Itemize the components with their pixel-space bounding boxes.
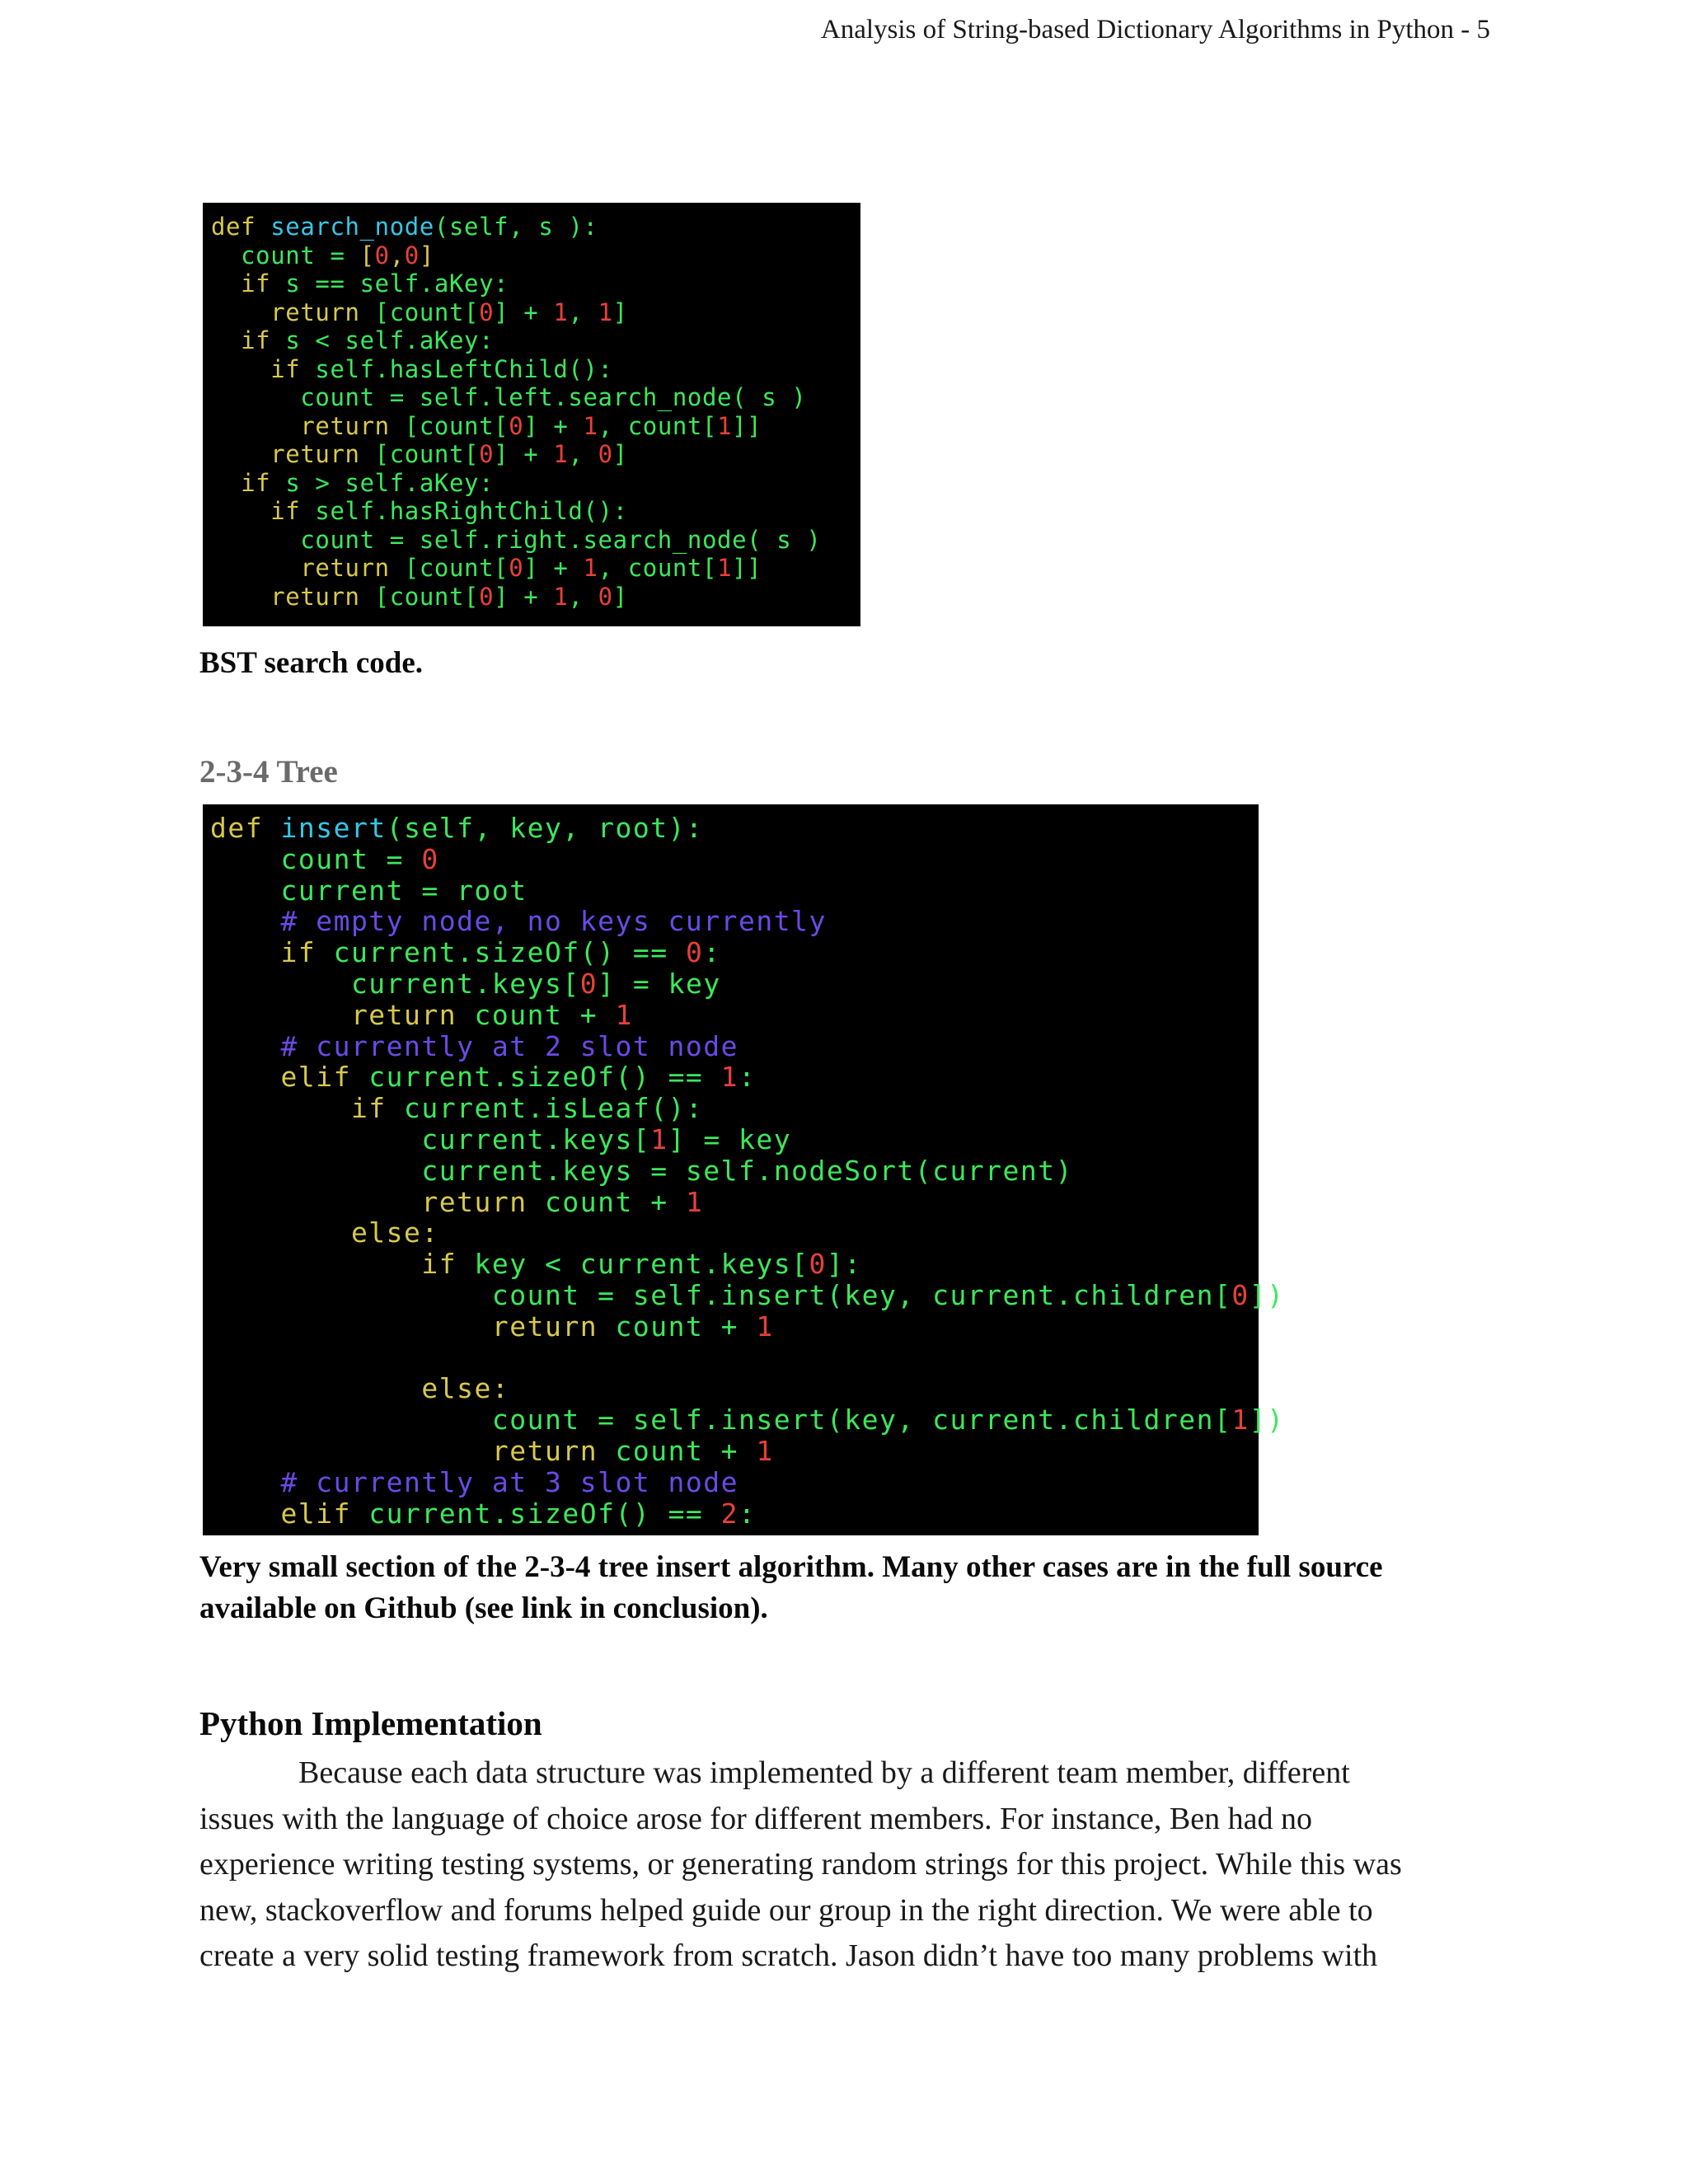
code-token: 1 — [717, 411, 733, 440]
code-token: count + — [615, 1434, 757, 1467]
code-token: key < current.keys[ — [474, 1248, 809, 1281]
code-token: ]] — [732, 411, 762, 440]
code-token: count = self.insert(key, current.children[ — [210, 1278, 1232, 1311]
code-token: 0 — [509, 554, 524, 582]
code-line — [210, 937, 1259, 968]
code-token: 0 — [809, 1248, 827, 1281]
code-token: search_node — [270, 213, 434, 241]
code-line — [211, 298, 860, 327]
code-line — [211, 326, 860, 355]
code-token: [ — [359, 241, 375, 269]
code-line — [210, 1155, 1259, 1187]
code-token: ] — [612, 440, 628, 468]
code-token: return — [210, 1310, 616, 1343]
code-token: ] — [419, 241, 434, 269]
tree-section-heading: 2-3-4 Tree — [199, 754, 338, 790]
code-token: return — [210, 998, 475, 1031]
code-token: ]) — [1249, 1278, 1285, 1311]
code-token: 0 — [598, 582, 613, 611]
code-token: count = self.left.search_node( s ) — [211, 383, 807, 411]
code-token: 0 — [1231, 1278, 1250, 1311]
code-token: current.isLeaf(): — [404, 1092, 704, 1125]
code-token: 0 — [479, 440, 495, 468]
code-token: 1 — [685, 1185, 704, 1218]
code-token: , count[ — [598, 411, 718, 440]
code-line — [210, 1124, 1259, 1155]
code-token: insert — [280, 812, 387, 844]
tree-figure-caption: Very small section of the 2-3-4 tree insert algorithm. Many other cases are in the full source available on Github (see link in conclusion). — [199, 1550, 1383, 1625]
code-line — [211, 526, 860, 555]
code-token: def — [210, 812, 281, 844]
code-token: self.hasLeftChild(): — [315, 354, 613, 383]
code-token: 1 — [615, 998, 633, 1031]
code-token: 0 — [421, 842, 439, 875]
code-token: 0 — [598, 440, 613, 468]
code-token: return — [211, 411, 405, 440]
code-token: , count[ — [598, 554, 718, 582]
code-token: # currently at 2 slot node — [210, 1029, 739, 1062]
code-token: [count[ — [404, 554, 509, 582]
paragraph-line: experience writing testing systems, or generating random strings for this project. While this was — [199, 1847, 1402, 1882]
code-token: 0 — [374, 241, 390, 269]
code-token: current = root — [210, 874, 528, 907]
code-token: return — [210, 1185, 545, 1218]
code-token: 2 — [720, 1497, 739, 1530]
code-token: count = — [211, 241, 360, 269]
code-token: (self, s ): — [434, 213, 598, 241]
code-token: count = self.insert(key, current.children[ — [210, 1404, 1232, 1436]
code-token: else: — [210, 1372, 510, 1405]
code-token: return — [211, 298, 375, 326]
code-token: current.sizeOf() == — [368, 1061, 721, 1094]
code-token: if — [210, 1248, 475, 1281]
code-line — [210, 1343, 1259, 1374]
code-token: current.keys[ — [210, 1122, 651, 1155]
code-line — [211, 269, 860, 298]
code-token: count + — [545, 1185, 686, 1218]
code-token: , — [568, 440, 598, 468]
code-token: 0 — [404, 241, 420, 269]
code-token: [count[ — [374, 440, 480, 468]
code-token: if — [211, 326, 286, 354]
code-line — [210, 844, 1259, 875]
code-token: 1 — [598, 298, 613, 326]
paragraph-line: issues with the language of choice arose for different members. For instance, Ben had no — [199, 1801, 1313, 1836]
code-line — [211, 554, 860, 583]
paragraph-line: Because each data structure was implemented by a different team member, different — [298, 1755, 1350, 1790]
code-token: if — [211, 269, 286, 298]
code-token: 1 — [583, 554, 598, 582]
code-line — [210, 1031, 1259, 1062]
code-token: 0 — [579, 967, 598, 1000]
code-line — [211, 241, 860, 270]
code-line — [211, 412, 860, 441]
code-line — [210, 1498, 1259, 1530]
code-token: 1 — [717, 554, 733, 582]
code-line — [210, 1311, 1259, 1343]
code-token: current.keys = self.nodeSort(current) — [210, 1154, 1074, 1187]
code-line — [211, 469, 860, 498]
code-token: 0 — [479, 298, 495, 326]
code-token: current.keys[ — [210, 967, 580, 1000]
code-line — [210, 1278, 1285, 1311]
code-line — [211, 213, 860, 241]
code-token: # empty node, no keys currently — [210, 905, 827, 938]
code-token: return — [211, 582, 375, 611]
bst-figure-caption: BST search code. — [199, 646, 424, 680]
code-token: current.sizeOf() == — [333, 936, 686, 969]
code-token: : — [738, 1061, 757, 1094]
code-token: count + — [474, 998, 616, 1031]
code-token: if — [210, 936, 334, 969]
code-line — [210, 1062, 1259, 1093]
code-token: , — [389, 241, 405, 269]
code-token: return — [211, 554, 405, 582]
code-token: return — [210, 1434, 616, 1467]
code-token: return — [211, 440, 375, 468]
code-token: # currently at 3 slot node — [210, 1465, 739, 1498]
code-token: ]: — [826, 1248, 862, 1281]
code-token: ] + — [494, 582, 554, 611]
code-token: ] — [612, 582, 628, 611]
code-line — [211, 383, 860, 412]
implementation-section-heading: Python Implementation — [199, 1704, 542, 1742]
code-token: 0 — [509, 411, 524, 440]
code-line — [210, 968, 1259, 1000]
code-token: ] + — [523, 554, 584, 582]
code-line — [210, 1249, 1259, 1280]
code-line — [210, 1373, 1259, 1404]
code-token: 1 — [583, 411, 598, 440]
code-token: [count[ — [374, 298, 480, 326]
code-token: ] = key — [598, 967, 721, 1000]
code-token: 1 — [720, 1061, 739, 1094]
code-token: if — [211, 497, 316, 525]
tree-insert-code-image — [203, 804, 1285, 1535]
code-token: 1 — [756, 1434, 774, 1467]
code-token: count = self.right.search_node( s ) — [211, 525, 822, 554]
code-token: ] — [612, 298, 628, 326]
code-token: ] = key — [668, 1122, 792, 1155]
code-token: 1 — [553, 582, 569, 611]
code-token: ] + — [523, 411, 584, 440]
code-line — [211, 583, 860, 612]
code-line — [210, 1093, 1259, 1124]
code-line — [210, 1467, 1259, 1498]
code-token: def — [211, 213, 271, 241]
code-line — [211, 440, 860, 469]
code-token: 1 — [1231, 1404, 1250, 1436]
code-line — [211, 355, 860, 384]
code-token: s > self.aKey: — [285, 468, 495, 497]
code-token: 1 — [650, 1122, 668, 1155]
code-token: count + — [615, 1310, 757, 1343]
code-line — [210, 1436, 1259, 1467]
code-token: ] + — [494, 298, 554, 326]
code-token: if — [211, 468, 286, 497]
code-token: elif — [210, 1497, 369, 1530]
code-token: elif — [210, 1061, 369, 1094]
bst-search-code-image — [203, 203, 860, 626]
code-token: : — [703, 936, 721, 969]
paragraph-line: new, stackoverflow and forums helped guide our group in the right direction. We were able to — [199, 1892, 1373, 1928]
code-token: 1 — [553, 298, 569, 326]
code-token: ]) — [1249, 1404, 1285, 1436]
code-token: else: — [210, 1216, 439, 1249]
paragraph-line: create a very solid testing framework from scratch. Jason didn’t have too many problems with — [199, 1938, 1378, 1973]
code-token: if — [211, 354, 316, 383]
implementation-paragraph — [199, 1750, 1485, 1980]
code-token: 1 — [756, 1310, 774, 1343]
code-line — [210, 1000, 1259, 1031]
code-token: , — [568, 582, 598, 611]
running-header: Analysis of String-based Dictionary Algorithms in Python - 5 — [820, 15, 1490, 45]
code-line — [210, 1187, 1259, 1218]
code-token: ]] — [732, 554, 762, 582]
code-token: current.sizeOf() == — [368, 1497, 721, 1530]
code-line — [210, 906, 1259, 937]
code-token: , — [568, 298, 598, 326]
code-token: : — [738, 1497, 757, 1530]
code-token: s < self.aKey: — [285, 326, 495, 354]
code-line — [211, 497, 860, 526]
code-line — [210, 1217, 1259, 1249]
code-token: ] + — [494, 440, 554, 468]
code-line — [210, 875, 1259, 907]
code-token: if — [210, 1092, 405, 1125]
code-token: 0 — [479, 582, 495, 611]
code-line — [210, 1404, 1285, 1436]
code-token: (self, key, root): — [386, 812, 704, 844]
code-token: s == self.aKey: — [285, 269, 509, 298]
code-token: 0 — [685, 936, 704, 969]
code-token: count = — [210, 842, 422, 875]
code-token: [count[ — [374, 582, 480, 611]
code-line — [210, 813, 1259, 844]
code-token: 1 — [553, 440, 569, 468]
code-token: [count[ — [404, 411, 509, 440]
code-token: self.hasRightChild(): — [315, 497, 628, 525]
